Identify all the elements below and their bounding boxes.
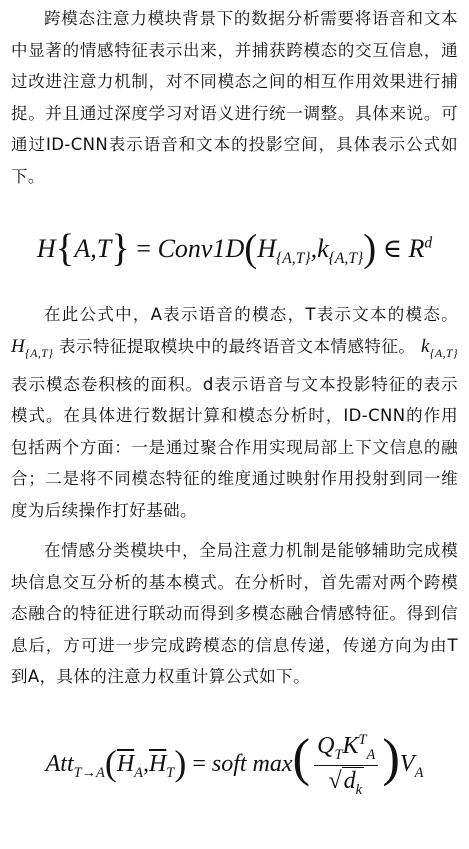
paragraph-emotion-classification: 在情感分类模块中，全局注意力机制是能够辅助完成模块信息交互分析的基本模式。在分析时，首先需对两个跨模态融合的特征进行联动而得到多模态融合情感特征。得到信息后，方可进一步完成跨模态的信息传递，传递方向为由T到A，具体的注意力权重计算公式如下。 [11,541,458,686]
formula-conv1d: $H\{A,T\} = Conv1D(H_{\{A,T\}},k_{\{A,T\}})$ ∈ $R^d$ [36,227,433,270]
paragraph-intro: 跨模态注意力模块背景下的数据分析需要将语音和文本中显著的情感特征表示出来，并捕获跨模态的交互信息，通过改进注意力机制，对不同模态之间的相互作用效果进行捕捉。并且通过深度学习对语义进行统一调整。具体来说。可通过ID-CNN表示语音和文本的投影空间，具体表示公式如下。 [11,9,458,186]
formula-attention: $Att_{T\to A}(\overline{H}_A,\overline{H}_T)$ = soft max( $\frac{Q_TK^T_A}{√d_k}$ )$V_A$ [45,729,424,799]
h-symbol: $H_{\{A,T\}}$ [11,335,54,360]
k-symbol: $k_{\{A,T\}}$ [421,335,458,360]
attention-fraction: $\frac{Q_TK^T_A}{√d_k}$ [314,732,378,800]
paragraph-formula-explanation: 在此公式中，A表示语音的模态，T表示文本的模态。 $H_{\{A,T\}}$ 表示特征提取模块中的最终语音文本情感特征。 $k_{\{A,T\}}$ 表示模态卷积核的面积。d表示语音与文本投影特征的表示模式。在具体进行数据计算和模态分析时，ID-CNN的作用包括两个方面：一是通过聚合作用实现局部上下文信息的融合；二是将不同模态特征的维度通过映射作用投射到同一维度为后续操作打好基础。 [11,305,458,520]
